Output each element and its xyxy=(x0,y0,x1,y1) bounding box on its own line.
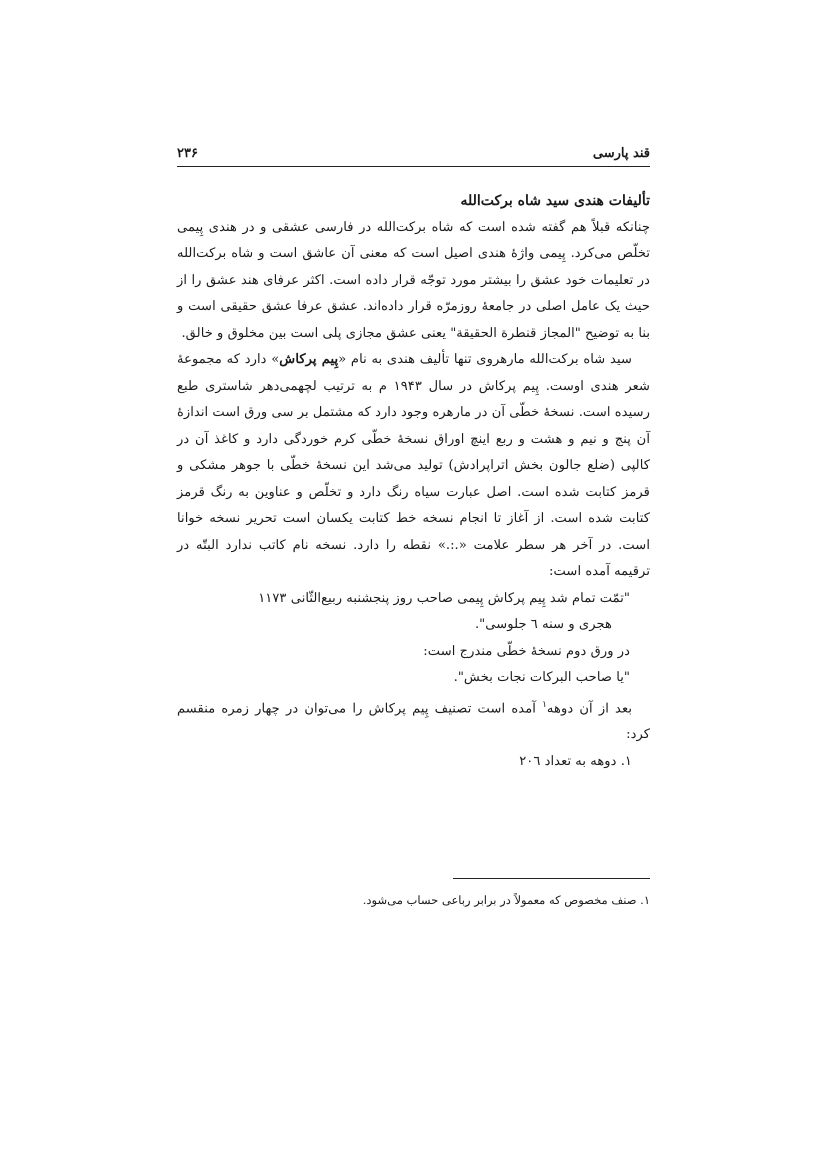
colophon-quote xyxy=(201,586,630,692)
main-text xyxy=(177,188,650,775)
footnote-1: ۱. صنف مخصوص که معمولاً در برابر رباعی حساب می‌شود. xyxy=(362,893,650,907)
paragraph-2-rest: » دارد که مجموعهٔ شعر هندی اوست. پِیم پرکاش در سال ۱۹۴۳ م به ترتیب لچهمی‌دهر شاستری طبع رسیده است. نسخهٔ خطّی آن در مارهره وجود دارد که مشتمل بر سی ورق است اندازهٔ آن پنج و نیم و هشت و ربع اینچ اوراق نسخهٔ خطّی کرم خوردگی دارد و کاغذ آن در کالپی (ضلع جالون بخش اتراپرادش) تولید می‌شد این نسخهٔ خطّی با جوهر مشکی و قرمز کتابت شده است. اصل عبارت سیاه رنگ دارد و تخلّص و عناوین به رنگ قرمز کتابت شده است. از آغاز تا انجام نسخه خط کتابت یکسان است تحریر نسخه خوانا است. در آخر هر سطر علامت «.:.» نقطه را دارد. نسخه نام کاتب ندارد البتّه در ترقیمه آمده است: xyxy=(177,352,651,579)
paragraph-2-start: سید شاه برکت‌الله مارهروی تنها تألیف هندی به نام « xyxy=(338,352,632,367)
journal-title: قند پارسی xyxy=(592,146,650,161)
section-heading: تألیفات هندی سید شاه برکت‌الله xyxy=(460,193,650,209)
paragraph-1: چنانکه قبلاً هم گفته شده است که شاه برکت‌الله در فارسی عشقی و در هندی پِیمی تخلّص می‌کرد. پِیمی واژهٔ هندی اصیل است که معنی آن عاشق است و شاه برکت‌الله در تعلیمات خود عشق را بیشتر مورد توجّه قرار داده است. اکثر عرفای هند عشق را از حیث یک عامل اصلی در جامعهٔ روزمرّه قرار داده‌اند. عشق عرفا عشق حقیقی است و بنا به توضیح "المجاز قنطرة الحقیقة" یعنی عشق مجازی پلی است بین مخلوق و خالق. xyxy=(177,219,650,341)
bold-book-title: پِیم پرکاش xyxy=(279,352,339,367)
running-header xyxy=(177,144,650,167)
list-item-1: ۱. دوهه به تعداد ۲۰٦ xyxy=(519,753,632,769)
paragraph-2 xyxy=(177,347,650,586)
paragraph-3 xyxy=(177,692,650,749)
paragraph-3-start: بعد از آن دوهه xyxy=(546,700,632,716)
quote-2: "یا صاحب البرکات نجات بخش". xyxy=(453,670,630,685)
paragraph-3-rest: آمده است تصنیف پِیم پرکاش را می‌توان در چهار زمره منقسم کرد: xyxy=(177,700,650,743)
quote-1-line-1: "تمّت تمام شد پِیم پرکاش پِیمی صاحب روز پنجشنبه ربیع‌الثّانی ۱۱۷۳ xyxy=(258,590,630,606)
quote-1-line-2: هجری و سنه ٦ جلوسی". xyxy=(474,617,612,632)
footnote-marker[interactable]: ۱ xyxy=(542,699,547,710)
page-number: ۲۳۶ xyxy=(177,146,198,161)
quote-2-intro: در ورق دوم نسخهٔ خطّی مندرج است: xyxy=(423,643,630,659)
footnote-divider xyxy=(453,878,650,879)
